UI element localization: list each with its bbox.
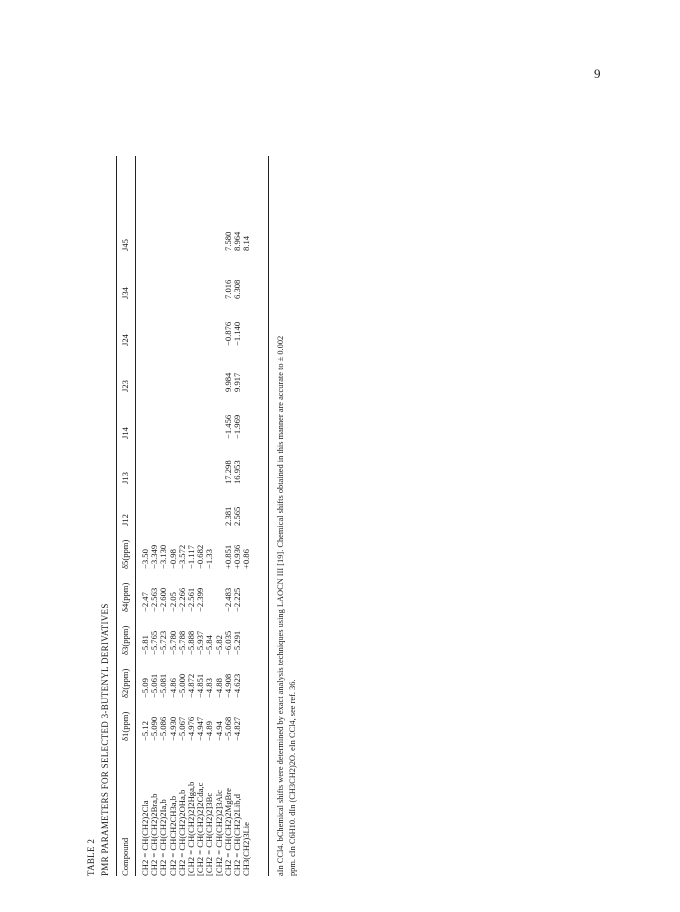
- value-cell: −3.50: [140, 549, 150, 569]
- value-cell: −2.399: [195, 587, 206, 612]
- value-cell: [242, 588, 251, 612]
- value-cell: +0.936: [231, 544, 242, 569]
- header-j14: J14: [120, 427, 130, 439]
- d3-column: [141, 631, 251, 655]
- j14-column: [141, 415, 251, 439]
- footnote-line: ppm. cIn C6H10. dIn (CH3CH2)2O. eIn CCl4, see ref. 36.: [288, 679, 297, 876]
- compound-cell: CH2 = CH(CH2)2Lib,d: [231, 794, 242, 876]
- value-cell: [242, 674, 251, 698]
- d5-column: [141, 545, 251, 569]
- value-cell: [178, 280, 187, 299]
- value-cell: −2.266: [176, 587, 187, 612]
- j12-column: [141, 507, 251, 526]
- table-footnotes: [275, 156, 299, 876]
- header-j23: J23: [120, 380, 130, 392]
- value-cell: −3.130: [158, 544, 169, 569]
- compound-column: [141, 782, 251, 876]
- value-cell: [242, 415, 251, 439]
- value-cell: [159, 373, 168, 392]
- value-cell: −4.872: [185, 673, 196, 698]
- value-cell: −0.98: [167, 549, 178, 569]
- value-cell: [141, 415, 150, 439]
- value-cell: 16.953: [231, 460, 242, 484]
- value-cell: −5.068: [222, 716, 233, 741]
- value-cell: [159, 280, 168, 299]
- compound-cell: [CH2 = CH(CH2)2]3Alc: [213, 789, 224, 876]
- value-cell: −5.291: [231, 630, 242, 655]
- value-cell: [150, 280, 159, 299]
- compound-cell: [CH2 = CH(CH2)2]2Hga,b: [185, 781, 196, 876]
- value-cell: [242, 507, 251, 526]
- header-d1: δ1(ppm): [120, 711, 130, 741]
- value-cell: [196, 460, 205, 484]
- value-cell: −4.851: [195, 673, 206, 698]
- value-cell: [205, 280, 214, 299]
- value-cell: [169, 507, 178, 526]
- page-number: 9: [594, 66, 601, 81]
- value-cell: [150, 415, 159, 439]
- value-cell: [169, 373, 178, 392]
- value-cell: −0.876: [222, 321, 233, 346]
- header-d2: δ2(ppm): [120, 668, 130, 698]
- value-cell: [242, 717, 251, 741]
- value-cell: −4.930: [167, 716, 178, 741]
- value-cell: [159, 232, 168, 251]
- value-cell: −2.483: [222, 587, 233, 612]
- value-cell: −5.090: [149, 716, 160, 741]
- value-cell: −5.061: [149, 673, 160, 698]
- value-cell: −5.888: [185, 630, 196, 655]
- value-cell: [178, 415, 187, 439]
- value-cell: [169, 232, 178, 251]
- value-cell: −5.82: [213, 635, 224, 655]
- compound-cell: CH2 = CH(CH2)2MgBre: [222, 788, 233, 876]
- value-cell: 7.580: [222, 231, 233, 251]
- table-label: TABLE 2: [86, 838, 96, 876]
- value-cell: [141, 460, 150, 484]
- value-cell: [169, 280, 178, 299]
- value-cell: 2.565: [231, 506, 242, 526]
- table-header-rule: [135, 156, 136, 876]
- value-cell: −1.140: [231, 321, 242, 346]
- j13-column: [141, 460, 251, 484]
- compound-cell: CH2 = CH(CH2)2Bra,b: [149, 793, 160, 876]
- value-cell: [169, 460, 178, 484]
- value-cell: +0.851: [222, 544, 233, 569]
- footnote-line: aIn CCl4. bChemical shifts were determined by exact analysis techniques using LAOCN III [19]. Chemical shifts obtained in this manner are accurate to ± 0.002: [276, 335, 285, 876]
- value-cell: [187, 232, 196, 251]
- value-cell: [196, 373, 205, 392]
- header-d4: δ4(ppm): [120, 582, 130, 612]
- value-cell: −5.765: [149, 630, 160, 655]
- value-cell: 6.308: [231, 279, 242, 299]
- value-cell: 7.016: [222, 279, 233, 299]
- value-cell: −1.117: [185, 545, 196, 569]
- value-cell: 2.381: [222, 506, 233, 526]
- value-cell: −1.456: [222, 414, 233, 439]
- value-cell: −4.908: [222, 673, 233, 698]
- value-cell: −5.12: [140, 721, 150, 741]
- value-cell: [205, 373, 214, 392]
- value-cell: −1.33: [204, 549, 215, 569]
- value-cell: [187, 322, 196, 346]
- value-cell: −5.723: [158, 630, 169, 655]
- compound-cell: CH3(CH2)3Lie: [241, 822, 252, 876]
- value-cell: −2.561: [185, 587, 196, 612]
- value-cell: [242, 322, 251, 346]
- value-cell: [187, 415, 196, 439]
- compound-cell: CH2 = CHCH2CH3a,b: [167, 795, 178, 876]
- value-cell: 9.917: [231, 372, 242, 392]
- compound-cell: CH2 = CH(CH2)2Ia,b: [158, 799, 169, 876]
- value-cell: −4.94: [213, 721, 224, 741]
- value-cell: [150, 322, 159, 346]
- header-d5: δ5(ppm): [120, 539, 130, 569]
- j45-column: [141, 232, 251, 251]
- j34-column: [141, 280, 251, 299]
- value-cell: [159, 507, 168, 526]
- compound-cell: [CH2 = CH(CH2)2]3Bc: [204, 792, 215, 876]
- value-cell: [141, 280, 150, 299]
- value-cell: 9.984: [222, 372, 233, 392]
- value-cell: [141, 232, 150, 251]
- value-cell: −5.067: [176, 716, 187, 741]
- value-cell: −2.47: [140, 592, 150, 612]
- value-cell: [196, 507, 205, 526]
- table-top-rule: [116, 156, 117, 876]
- header-d3: δ3(ppm): [120, 625, 130, 655]
- value-cell: −5.84: [204, 635, 215, 655]
- value-cell: [150, 507, 159, 526]
- value-cell: −5.780: [167, 630, 178, 655]
- value-cell: −5.788: [176, 630, 187, 655]
- value-cell: −4.89: [204, 721, 215, 741]
- value-cell: [205, 322, 214, 346]
- value-cell: [178, 322, 187, 346]
- value-cell: [178, 232, 187, 251]
- value-cell: [187, 460, 196, 484]
- value-cell: [196, 280, 205, 299]
- value-cell: −3.572: [176, 544, 187, 569]
- value-cell: [187, 280, 196, 299]
- j23-column: [141, 373, 251, 392]
- value-cell: −2.05: [167, 592, 178, 612]
- value-cell: [205, 415, 214, 439]
- value-cell: −6.035: [222, 630, 233, 655]
- value-cell: −5.937: [195, 630, 206, 655]
- value-cell: +0.86: [241, 549, 252, 569]
- value-cell: [169, 322, 178, 346]
- value-cell: −2.563: [149, 587, 160, 612]
- value-cell: [159, 460, 168, 484]
- d1-column: [141, 717, 251, 741]
- compound-cell: CH2 = CH(CH2)2OHa,b: [176, 789, 187, 876]
- value-cell: [150, 460, 159, 484]
- d4-column: [141, 588, 251, 612]
- value-cell: [159, 415, 168, 439]
- value-cell: −4.86: [167, 678, 178, 698]
- value-cell: [196, 232, 205, 251]
- value-cell: [187, 507, 196, 526]
- j24-column: [141, 322, 251, 346]
- value-cell: [150, 232, 159, 251]
- value-cell: −1.969: [231, 414, 242, 439]
- value-cell: [141, 373, 150, 392]
- value-cell: [159, 322, 168, 346]
- value-cell: −5.000: [176, 673, 187, 698]
- value-cell: −4.976: [185, 716, 196, 741]
- value-cell: [178, 507, 187, 526]
- rotated-table: [86, 156, 326, 876]
- value-cell: [141, 322, 150, 346]
- value-cell: [196, 322, 205, 346]
- value-cell: −2.225: [231, 587, 242, 612]
- header-j34: J34: [120, 287, 130, 299]
- value-cell: −2.600: [158, 587, 169, 612]
- value-cell: −4.947: [195, 716, 206, 741]
- value-cell: −3.349: [149, 544, 160, 569]
- value-cell: [242, 373, 251, 392]
- value-cell: −5.086: [158, 716, 169, 741]
- header-j12: J12: [120, 514, 130, 526]
- d2-column: [141, 674, 251, 698]
- value-cell: −5.09: [140, 678, 150, 698]
- header-j13: J13: [120, 472, 130, 484]
- value-cell: [178, 373, 187, 392]
- value-cell: [205, 460, 214, 484]
- compound-cell: [CH2 = CH(CH2)2]2Cda,c: [195, 782, 206, 876]
- value-cell: −5.081: [158, 673, 169, 698]
- value-cell: −5.81: [140, 635, 150, 655]
- value-cell: −4.623: [231, 673, 242, 698]
- value-cell: 8.14: [241, 235, 252, 251]
- value-cell: 8.964: [231, 231, 242, 251]
- table-bottom-rule: [268, 156, 269, 876]
- value-cell: [242, 631, 251, 655]
- value-cell: [205, 588, 214, 612]
- value-cell: 17.298: [222, 460, 233, 484]
- value-cell: [141, 507, 150, 526]
- compound-cell: CH2 = CH(CH2)2Cla: [140, 800, 150, 876]
- header-j24: J24: [120, 334, 130, 346]
- value-cell: −4.88: [213, 678, 224, 698]
- table-title: PMR PARAMETERS FOR SELECTED 3-BUTENYL DERIVATIVES: [100, 603, 110, 876]
- value-cell: [169, 415, 178, 439]
- value-cell: [205, 232, 214, 251]
- value-cell: −4.827: [231, 716, 242, 741]
- value-cell: [187, 373, 196, 392]
- value-cell: [178, 460, 187, 484]
- header-compound: Compound: [120, 837, 130, 876]
- value-cell: −0.682: [195, 544, 206, 569]
- value-cell: −4.83: [204, 678, 215, 698]
- header-j45: J45: [120, 239, 130, 251]
- value-cell: [242, 460, 251, 484]
- value-cell: [150, 373, 159, 392]
- value-cell: [205, 507, 214, 526]
- value-cell: [242, 280, 251, 299]
- value-cell: [196, 415, 205, 439]
